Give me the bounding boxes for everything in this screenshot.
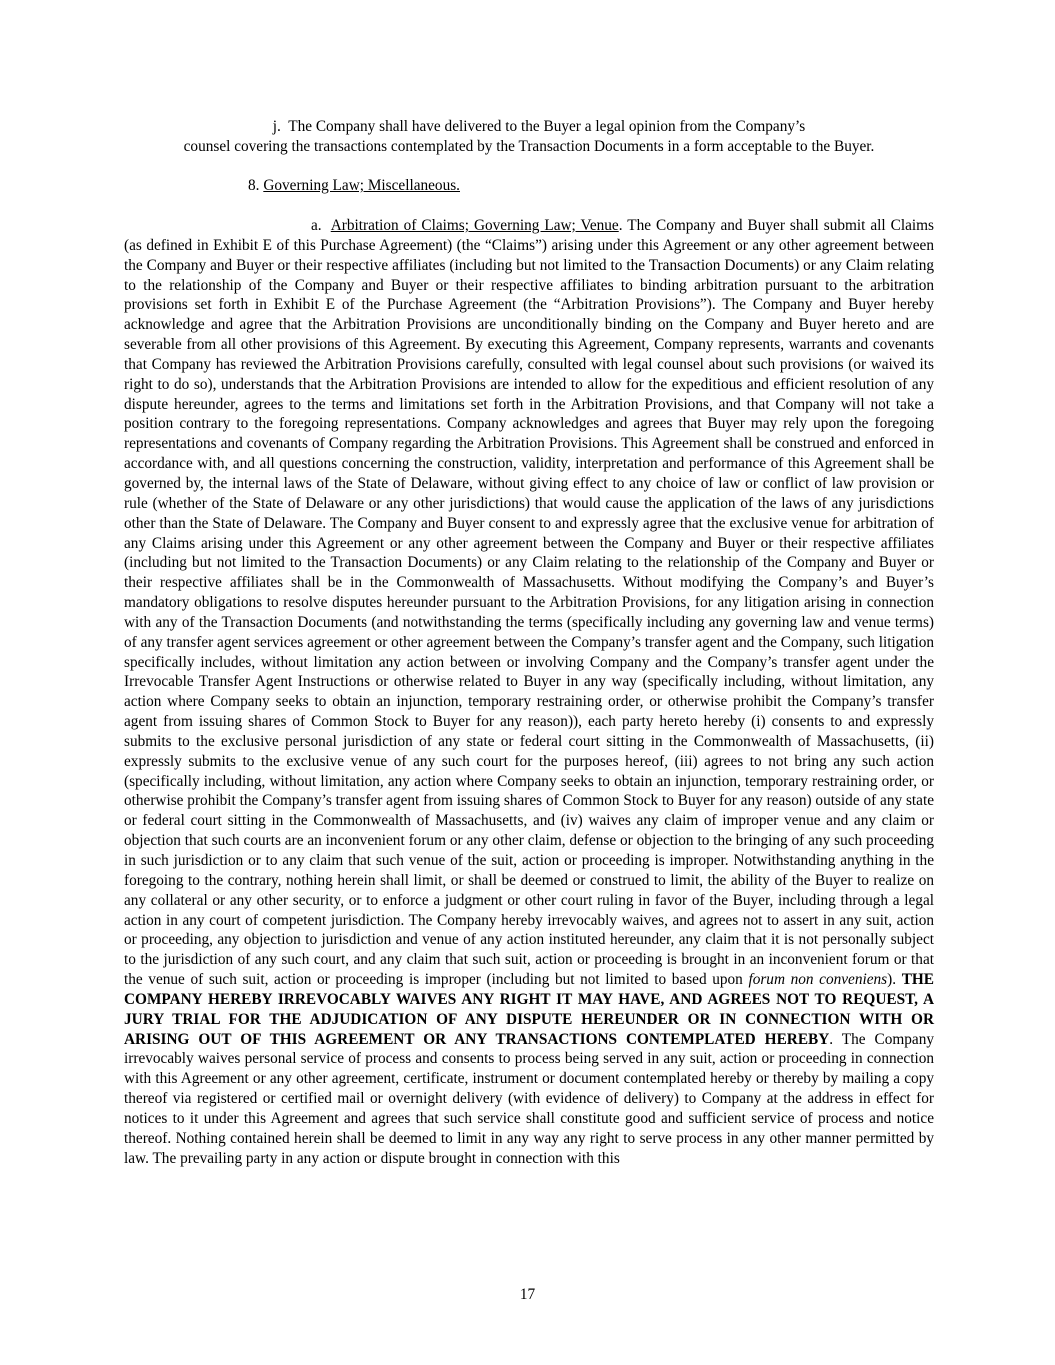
section-8-heading [248,176,460,196]
paragraph-j-label: j. [272,118,281,135]
paragraph-j [124,117,934,157]
paragraph-a-italic-term: forum non conveniens [748,971,888,989]
section-8-number: 8. [248,177,260,194]
paragraph-a-text-1: . The Company and Buyer shall submit all Claims (as defined in Exhibit E of this Purchase Agreement) (the “Claims”) arising under this Agreement or any other agreement between the Company and Buyer or their respective affiliates (including but not limited to the Transaction Documents) or any Claim relating to the relationship of the Company and Buyer or their respective affiliates to binding arbitration pursuant to the arbitration provisions set forth in Exhibit E of the Purchase Agreement (the “Arbitration Provisions”). The Company and Buyer hereby acknowledge and agree that the Arbitration Provisions are unconditionally binding on the Company and Buyer hereto and are severable from all other provisions of this Agreement. By executing this Agreement, Company represents, warrants and covenants that Company has reviewed the Arbitration Provisions carefully, consulted with legal counsel about such provisions (or waived its right to do so), understands that the Arbitration Provisions are intended to allow for the expeditious and efficient resolution of any dispute hereunder, agrees to the terms and limitations set forth in the Arbitration Provisions, and that Company will not take a position contrary to the foregoing representations. Company acknowledges and agrees that Buyer may rely upon the foregoing representations and covenants of Company regarding the Arbitration Provisions. This Agreement shall be construed and enforced in accordance with, and all questions concerning the construction, validity, interpretation and performance of this Agreement shall be governed by, the internal laws of the State of Delaware, without giving effect to any choice of law or conflict of law provision or rule (whether of the State of Delaware or any other jurisdictions) that would cause the application of the laws of any jurisdictions other than the State of Delaware. The Company and Buyer consent to and expressly agree that the exclusive venue for arbitration of any Claims arising under this Agreement or any other agreement between the Company and Buyer or their respective affiliates (including but not limited to the Transaction Documents) or any Claim relating to the relationship of the Company and Buyer or their respective affiliates shall be in the Commonwealth of Massachusetts. Without modifying the Company’s and Buyer’s mandatory obligations to resolve disputes hereunder pursuant to the Arbitration Provisions, for any litigation arising in connection with any of the Transaction Documents (and notwithstanding the terms (specifically including any governing law and venue terms) of any transfer agent services agreement or other agreement between the Company’s transfer agent and the Company, such litigation specifically includes, without limitation any action between or involving Company and the Company’s transfer agent under the Irrevocable Transfer Agent Instructions or otherwise related to Buyer in any way (specifically including, without limitation, any action where Company seeks to obtain an injunction, temporary restraining order, or otherwise prohibit the Company’s transfer agent from issuing shares of Common Stock to Buyer for any reason)), each party hereto hereby (i) consents to and expressly submits to the exclusive personal jurisdiction of any state or federal court sitting in the Commonwealth of Massachusetts, (ii) expressly submits to the exclusive venue of any such court for the purposes hereof, (iii) agrees to not bring any such action (specifically including, without limitation, any action where Company seeks to obtain an injunction, temporary restraining order, or otherwise prohibit the Company’s transfer agent from issuing shares of Common Stock to Buyer for any reason) outside of any state or federal court sitting in the Commonwealth of Massachusetts, and (iv) waives any claim of improper venue and any claim or objection that such courts are an inconvenient forum or any other claim, defense or objection to the bringing of any such proceeding in such jurisdiction or to any claim that such venue of the suit, action or proceeding is improper. Notwithstanding anything in the foregoing to the contrary, nothing herein shall limit, or shall be deemed or construed to limit, the ability of the Buyer to realize on any collateral or any other security, or to enforce a judgment or other court ruling in favor of the Buyer, including through a legal action in any court of competent jurisdiction. The Company hereby irrevocably waives, and agrees not to assert in any suit, action or proceeding, any objection to jurisdiction and venue of any action instituted hereunder, any claim that it is not personally subject to the jurisdiction of any such court, and any claim that such suit, action or proceeding is brought in an inconvenient forum or that the venue of such suit, action or proceeding is improper (including but not limited to based upon [124,217,934,989]
paragraph-a-heading: Arbitration of Claims; Governing Law; Venue [330,217,619,234]
paragraph-a-text-2: ). [887,971,902,989]
paragraph-j-text-line-1: The Company shall have delivered to the Buyer a legal opinion from the Company’s [288,118,806,135]
jury-trial-waiver: THE COMPANY HEREBY IRREVOCABLY WAIVES ANY RIGHT IT MAY HAVE, AND AGREES NOT TO REQUEST, A JURY TRIAL FOR THE ADJUDICATION OF ANY DISPUTE HEREUNDER OR IN CONNECTION WITH OR ARISING OUT OF THIS AGREEMENT OR ANY TRANSACTIONS CONTEMPLATED HEREBY [124,971,934,1048]
paragraph-j-text-line-2: counsel covering the transactions contemplated by the Transaction Documents in a form acceptable to the Buyer. [183,137,875,155]
section-8-title: Governing Law; Miscellaneous. [263,177,460,194]
paragraph-a-label: a. [311,217,322,234]
paragraph-j-line-1 [124,117,934,137]
page-number: 17 [519,1286,536,1303]
paragraph-a-text-3: . The Company irrevocably waives personal service of process and consents to process being served in any suit, action or proceeding in connection with this Agreement or any other agreement, certificate, instrument or document contemplated hereby or thereby by mailing a copy thereof via registered or certified mail or overnight delivery (with evidence of delivery) to Company at the address in effect for notices to it under this Agreement and agrees that such service shall constitute good and sufficient service of process and notice thereof. Nothing contained herein shall be deemed to limit in any way any right to serve process in any other manner permitted by law. The prevailing party in any action or dispute brought in connection with this [124,1030,934,1167]
paragraph-a [124,216,934,1169]
